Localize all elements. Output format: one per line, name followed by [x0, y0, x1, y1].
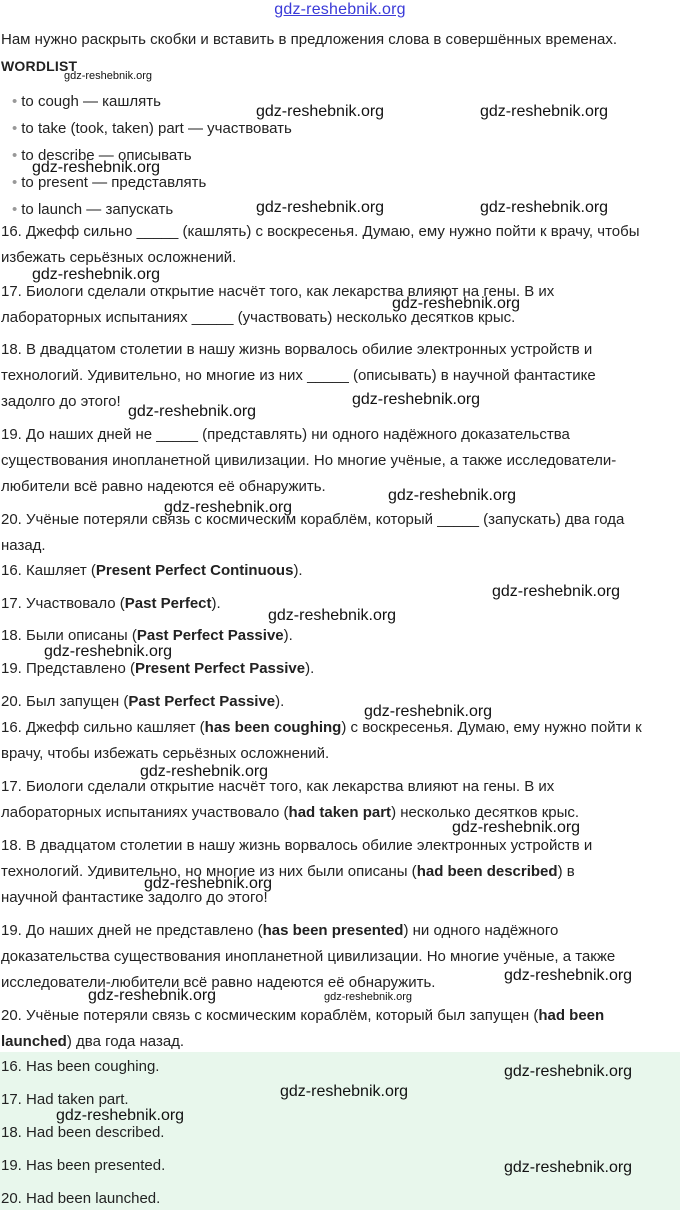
- task-line: 17. Биологи сделали открытие насчёт того, как лекарства влияют на гены. В их: [1, 283, 555, 300]
- task-line: избежать серьёзных осложнений.: [1, 249, 237, 266]
- answer-line: 18. В двадцатом столетии в нашу жизнь ворвалось обилие электронных устройств и: [1, 837, 593, 854]
- wordlist-heading: WORDLIST: [1, 58, 78, 74]
- watermark: gdz-reshebnik.org: [280, 1083, 409, 1100]
- short-answer: 18. Had been described.: [1, 1124, 165, 1141]
- watermark: gdz-reshebnik.org: [144, 875, 273, 892]
- answer-line: врачу, чтобы избежать серьёзных осложнений.: [1, 745, 330, 762]
- wordlist-item: • to present — представлять: [12, 174, 207, 191]
- watermark: gdz-reshebnik.org: [388, 487, 517, 504]
- watermark: gdz-reshebnik.org: [392, 295, 521, 312]
- watermark: gdz-reshebnik.org: [452, 819, 581, 836]
- task-line: назад.: [1, 537, 46, 554]
- answer-line: доказательства существования инопланетной цивилизации. Но многие учёные, а также: [1, 948, 616, 965]
- explanation-line: 16. Кашляет (Present Perfect Continuous).: [1, 562, 303, 579]
- explanation-line: 18. Были описаны (Past Perfect Passive).: [1, 627, 293, 644]
- short-answer: 16. Has been coughing.: [1, 1058, 160, 1075]
- wordlist-item: • to cough — кашлять: [12, 93, 161, 110]
- watermark: gdz-reshebnik.org: [256, 103, 385, 120]
- short-answer: 20. Had been launched.: [1, 1190, 161, 1207]
- intro-text: Нам нужно раскрыть скобки и вставить в предложения слова в совершённых временах.: [1, 31, 618, 48]
- wordlist-item: • to describe — описывать: [12, 147, 192, 164]
- answer-line: научной фантастике задолго до этого!: [1, 889, 268, 906]
- bullet-icon: •: [12, 93, 18, 110]
- bullet-icon: •: [12, 120, 18, 137]
- answer-line: лабораторных испытаниях участвовало (had taken part) несколько десятков крыс.: [1, 804, 580, 821]
- watermark: gdz-reshebnik.org: [480, 199, 609, 216]
- watermark: gdz-reshebnik.org: [364, 703, 493, 720]
- watermark: gdz-reshebnik.org: [88, 987, 217, 1004]
- answer-line: 17. Биологи сделали открытие насчёт того, как лекарства влияют на гены. В их: [1, 778, 555, 795]
- task-line: 19. До наших дней не _____ (представлять) ни одного надёжного доказательства: [1, 426, 570, 443]
- watermark: gdz-reshebnik.org: [164, 499, 293, 516]
- task-line: любители всё равно надеются её обнаружить.: [1, 478, 326, 495]
- watermark: gdz-reshebnik.org: [32, 266, 161, 283]
- watermark: gdz-reshebnik.org: [504, 1159, 633, 1176]
- watermark: gdz-reshebnik.org: [256, 199, 385, 216]
- task-line: 20. Учёные потеряли связь с космическим кораблём, который _____ (запускать) два года: [1, 511, 625, 528]
- task-line: лабораторных испытаниях _____ (участвовать) несколько десятков крыс.: [1, 309, 516, 326]
- answer-line: 20. Учёные потеряли связь с космическим кораблём, который был запущен (had been: [1, 1007, 605, 1024]
- explanation-line: 20. Был запущен (Past Perfect Passive).: [1, 693, 285, 710]
- task-line: 16. Джефф сильно _____ (кашлять) с воскресенья. Думаю, ему нужно пойти к врачу, чтобы: [1, 223, 640, 240]
- watermark: gdz-reshebnik.org: [32, 159, 161, 176]
- watermark: gdz-reshebnik.org: [44, 643, 173, 660]
- wordlist-item: • to take (took, taken) part — участвовать: [12, 120, 292, 137]
- watermark: gdz-reshebnik.org: [64, 70, 153, 82]
- watermark: gdz-reshebnik.org: [480, 103, 609, 120]
- task-line: задолго до этого!: [1, 393, 121, 410]
- task-line: существования инопланетной цивилизации. Но многие учёные, а также исследователи-: [1, 452, 617, 469]
- answer-line: 16. Джефф сильно кашляет (has been coughing) с воскресенья. Думаю, ему нужно пойти к: [1, 719, 642, 736]
- task-line: технологий. Удивительно, но многие из них _____ (описывать) в научной фантастике: [1, 367, 596, 384]
- answer-line: launched) два года назад.: [1, 1033, 185, 1050]
- short-answer: 17. Had taken part.: [1, 1091, 129, 1108]
- answer-line: технологий. Удивительно, но многие из них были описаны (had been described) в: [1, 863, 575, 880]
- answer-line: исследователи-любители всё равно надеются её обнаружить.: [1, 974, 436, 991]
- bullet-icon: •: [12, 147, 18, 164]
- watermark: gdz-reshebnik.org: [504, 1063, 633, 1080]
- wordlist-item: • to launch — запускать: [12, 201, 174, 218]
- bullet-icon: •: [12, 174, 18, 191]
- watermark: gdz-reshebnik.org: [128, 403, 257, 420]
- watermark: gdz-reshebnik.org: [140, 763, 269, 780]
- watermark: gdz-reshebnik.org: [504, 967, 633, 984]
- answer-line: 19. До наших дней не представлено (has been presented) ни одного надёжного: [1, 922, 559, 939]
- watermark: gdz-reshebnik.org: [352, 391, 481, 408]
- short-answer: 19. Has been presented.: [1, 1157, 166, 1174]
- bullet-icon: •: [12, 201, 18, 218]
- site-title[interactable]: gdz-reshebnik.org: [274, 1, 406, 18]
- explanation-line: 19. Представлено (Present Perfect Passive).: [1, 660, 315, 677]
- watermark: gdz-reshebnik.org: [268, 607, 397, 624]
- watermark: gdz-reshebnik.org: [492, 583, 621, 600]
- explanation-line: 17. Участвовало (Past Perfect).: [1, 595, 221, 612]
- watermark: gdz-reshebnik.org: [324, 991, 413, 1003]
- task-line: 18. В двадцатом столетии в нашу жизнь ворвалось обилие электронных устройств и: [1, 341, 593, 358]
- watermark: gdz-reshebnik.org: [56, 1107, 185, 1124]
